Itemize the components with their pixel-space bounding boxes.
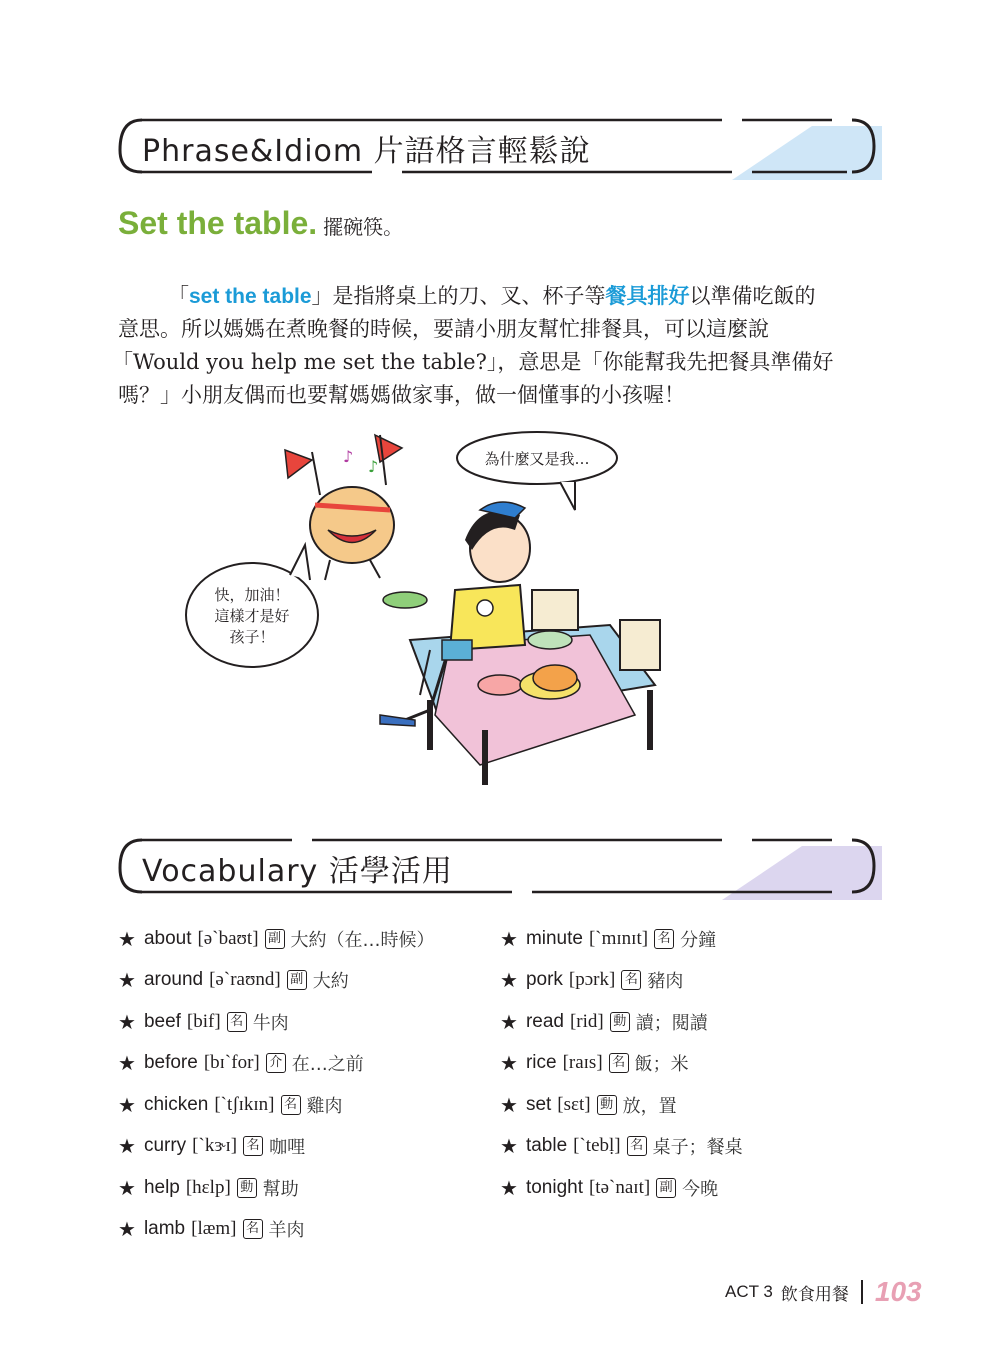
highlight-phrase: set the table [189,285,312,308]
speech-bubble-right [457,432,617,510]
star-icon: ★ [500,1092,518,1117]
page-number: 103 [874,1276,922,1307]
highlight-tableware: 餐具排好 [605,285,690,308]
part-of-speech-badge: 名 [654,929,674,949]
vocab-item [118,1167,435,1209]
vocab-word: about [143,927,192,949]
vocab-phonetic: [læm] [191,1218,237,1240]
star-icon: ★ [118,1051,136,1076]
star-icon: ★ [118,968,136,993]
paragraph-text: 「 [168,284,189,308]
vocab-item [500,1084,743,1126]
vocab-word: lamb [143,1218,186,1240]
vocab-phonetic: [`kɝɪ] [192,1135,238,1157]
vocab-meaning: 飯；米 [634,1054,689,1076]
vocab-meaning: 幫助 [262,1178,299,1200]
star-icon: ★ [500,926,518,951]
part-of-speech-badge: 副 [265,929,285,949]
vocab-item [118,1209,435,1251]
part-of-speech-badge: 名 [227,1012,247,1032]
part-of-speech-badge: 動 [237,1178,257,1198]
paragraph-line-1 [118,280,938,313]
bubble-left-text-3: 孩子！ [229,628,275,646]
vocab-item [118,960,435,1002]
vocab-phonetic: [`mɪnɪt] [588,927,649,949]
vocab-item [118,1001,435,1043]
vocab-word: tonight [525,1176,583,1198]
part-of-speech-badge: 名 [243,1136,263,1156]
star-icon: ★ [118,1092,136,1117]
vocab-list-right [500,918,743,1209]
footer-divider [861,1280,863,1304]
star-icon: ★ [118,1175,136,1200]
page-footer [725,1276,922,1308]
vocab-meaning: 桌子；餐桌 [652,1137,743,1159]
vocab-item [500,960,743,1002]
vocab-word: rice [525,1052,557,1074]
vocab-phonetic: [hɛlp] [185,1176,231,1198]
part-of-speech-badge: 副 [656,1178,676,1198]
cartoon-scene [180,430,680,800]
paragraph-line-3: 「Would you help me set the table?」，意思是「你能幫我先把餐具準備好 [112,350,834,374]
vocab-word: help [143,1176,180,1198]
speech-bubble-left [186,545,318,667]
vocab-meaning: 雞肉 [306,1095,343,1117]
vocab-word: read [525,1010,564,1032]
vocab-item [500,918,743,960]
star-icon: ★ [118,926,136,951]
bubble-right-text: 為什麼又是我… [484,450,590,468]
svg-text:♪: ♪ [343,447,354,466]
vocab-phonetic: [tə`naɪt] [588,1176,651,1198]
star-icon: ★ [500,1009,518,1034]
vocab-phonetic: [`tebḷ] [573,1135,621,1157]
vocab-item [118,1126,435,1168]
paragraph-text: 」是指將桌上的刀、叉、杯子等 [311,284,606,308]
vocab-meaning: 大約（在…時候） [290,929,435,951]
star-icon: ★ [500,1134,518,1159]
vocab-phonetic: [`tʃɪkɪn] [214,1093,275,1115]
vocab-item [118,1043,435,1085]
vocab-meaning: 讀；閱讀 [635,1012,708,1034]
vocab-phonetic: [sɛt] [557,1093,591,1115]
illustration [180,430,680,800]
paragraph-line-4: 嗎？」小朋友偶而也要幫媽媽做家事，做一個懂事的小孩喔！ [118,383,685,407]
star-icon: ★ [500,968,518,993]
part-of-speech-badge: 副 [287,970,307,990]
vocab-phonetic: [ə`raʊnd] [209,969,281,991]
vocab-phonetic: [ə`baʊt] [197,927,259,949]
vocab-meaning: 豬肉 [647,971,684,993]
bubble-left-text-1: 快，加油！ [214,586,290,604]
phrase-section-title: Phrase&Idiom 片語格言輕鬆說 [142,134,591,169]
part-of-speech-badge: 介 [266,1053,286,1073]
vocab-word: before [143,1052,198,1074]
part-of-speech-badge: 名 [609,1053,629,1073]
vocab-phonetic: [rid] [569,1010,604,1032]
vocab-phonetic: [pɔrk] [568,969,616,991]
vocab-word: table [525,1135,568,1157]
chapter-label: 飲食用餐 [780,1284,849,1305]
vocab-meaning: 羊肉 [268,1220,305,1242]
bubble-left-text-2: 這樣才是好 [214,607,290,625]
vocab-word: beef [143,1010,181,1032]
vocab-item [500,1001,743,1043]
star-icon: ★ [500,1051,518,1076]
part-of-speech-badge: 動 [597,1095,617,1115]
vocab-meaning: 在…之前 [291,1054,364,1076]
vocab-meaning: 分鐘 [680,929,717,951]
star-icon: ★ [500,1175,518,1200]
vocab-meaning: 今晚 [682,1178,719,1200]
vocab-item [500,1126,743,1168]
part-of-speech-badge: 名 [243,1219,263,1239]
vocab-word: chicken [143,1093,209,1115]
phrase-section-banner [112,112,887,192]
vocab-phonetic: [bif] [186,1010,221,1032]
part-of-speech-badge: 動 [610,1012,630,1032]
part-of-speech-badge: 名 [281,1095,301,1115]
phrase-english: Set the table. [118,205,318,241]
vocab-item [500,1043,743,1085]
vocab-section-title: Vocabulary 活學活用 [142,854,453,889]
vocab-word: curry [143,1135,187,1157]
vocab-phonetic: [bɪ`for] [203,1052,260,1074]
svg-text:♪: ♪ [368,457,379,476]
vocab-meaning: 牛肉 [252,1012,289,1034]
vocab-meaning: 放，置 [622,1095,677,1117]
phrase-chinese: 擺碗筷。 [323,215,404,239]
vocab-word: minute [525,927,583,949]
star-icon: ★ [118,1217,136,1242]
act-label: ACT 3 [725,1282,773,1301]
vocab-meaning: 咖哩 [269,1137,306,1159]
star-icon: ★ [118,1009,136,1034]
paragraph-text: 以準備吃飯的 [689,284,816,308]
part-of-speech-badge: 名 [621,970,641,990]
vocab-word: around [143,969,204,991]
part-of-speech-badge: 名 [627,1136,647,1156]
vocab-phonetic: [raɪs] [562,1052,603,1074]
vocab-section-banner [112,832,887,912]
vocab-item [118,1084,435,1126]
star-icon: ★ [118,1134,136,1159]
vocab-word: set [525,1093,552,1115]
vocab-list-left [118,918,435,1250]
vocab-item [118,918,435,960]
vocab-meaning: 大約 [312,971,349,993]
vocab-item [500,1167,743,1209]
vocab-word: pork [525,969,563,991]
paragraph-line-2: 意思。所以媽媽在煮晚餐的時候，要請小朋友幫忙排餐具，可以這麼說 [118,317,769,341]
phrase-heading [118,205,403,242]
